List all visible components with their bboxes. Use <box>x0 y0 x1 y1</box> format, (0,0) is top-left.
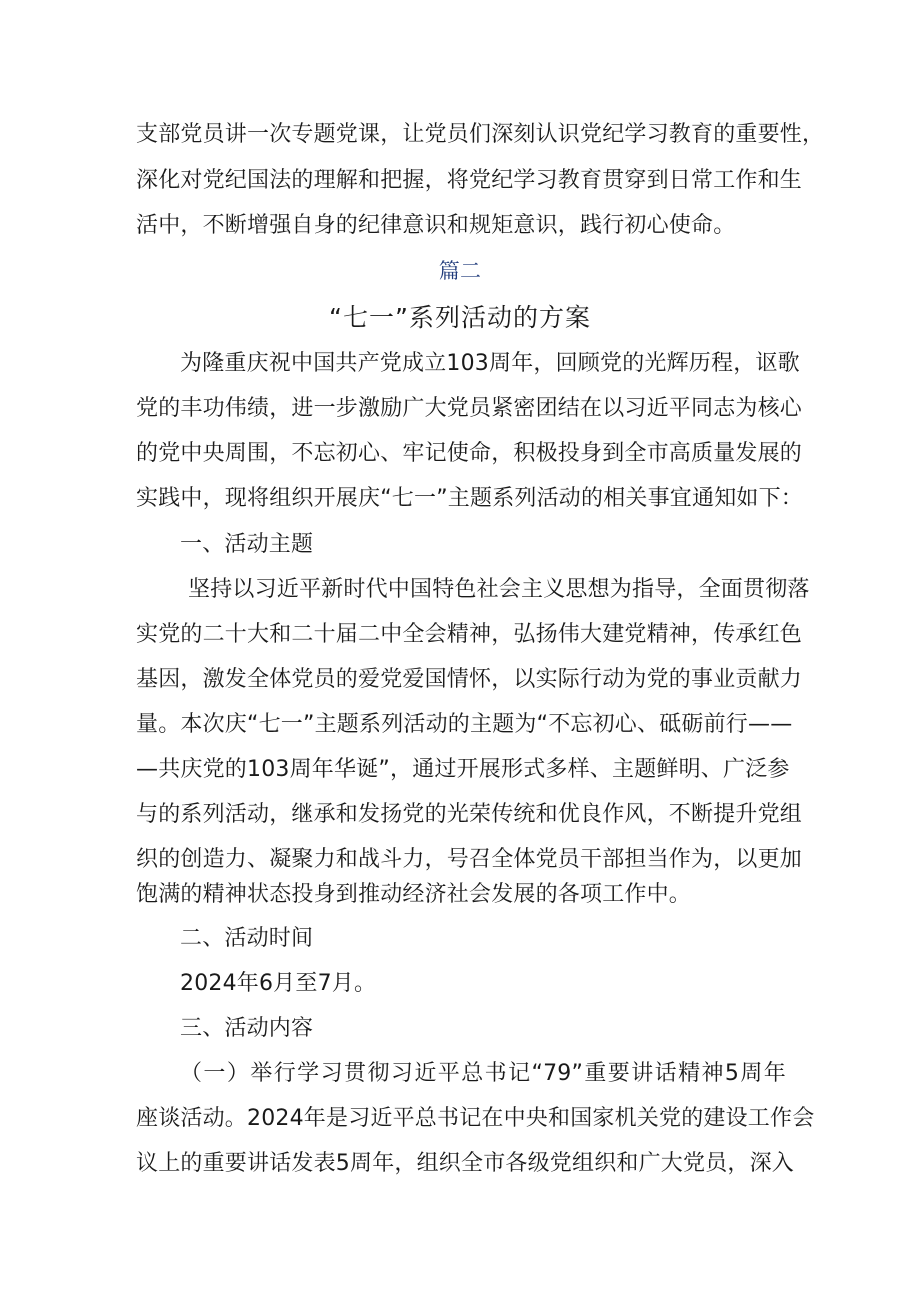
theme-line-5: —共庆党的103周年华诞”，通过开展形式多样、主题鲜明、广泛参 <box>136 757 790 782</box>
heading-activity-theme: 一、活动主题 <box>180 532 314 557</box>
theme-line-8: 饱满的精神状态投身到推动经济社会发展的各项工作中。 <box>136 882 692 907</box>
theme-line-3: 基因，激发全体党员的爱党爱国情怀，以实际行动为党的事业贡献力 <box>136 667 803 692</box>
theme-line-2: 实党的二十大和二十届二中全会精神，弘扬伟大建党精神，传承红色 <box>136 622 803 647</box>
section-label: 篇二 <box>438 259 482 283</box>
heading-activity-content: 三、活动内容 <box>180 1016 314 1041</box>
theme-line-4: 量。本次庆“七一”主题系列活动的主题为“不忘初心、砥砺前行—— <box>136 712 793 737</box>
intro-line-3: 活中，不断增强自身的纪律意识和规矩意识，践行初心使命。 <box>136 213 736 238</box>
theme-line-6: 与的系列活动，继承和发扬党的光荣传统和优良作风，不断提升党组 <box>136 802 803 827</box>
intro-line-2: 深化对党纪国法的理解和把握，将党纪学习教育贯穿到日常工作和生 <box>136 168 803 193</box>
activity-time-text: 2024年6月至7月。 <box>180 971 377 996</box>
content-line-2: 座谈活动。2024年是习近平总书记在中央和国家机关党的建设工作会 <box>136 1106 815 1131</box>
theme-line-7: 织的创造力、凝聚力和战斗力，号召全体党员干部担当作为，以更加 <box>136 847 803 872</box>
preamble-line-1: 为隆重庆祝中国共产党成立103周年，回顾党的光辉历程，讴歌 <box>180 351 800 376</box>
heading-activity-time: 二、活动时间 <box>180 926 314 951</box>
document-title: “七一”系列活动的方案 <box>329 303 591 332</box>
content-line-1: （一）举行学习贯彻习近平总书记“79”重要讲话精神5周年 <box>180 1061 786 1086</box>
content-line-3: 议上的重要讲话发表5周年，组织全市各级党组织和广大党员，深入 <box>136 1151 794 1176</box>
intro-line-1: 支部党员讲一次专题党课，让党员们深刻认识党纪学习教育的重要性， <box>136 122 825 147</box>
theme-line-1: 坚持以习近平新时代中国特色社会主义思想为指导，全面贯彻落 <box>188 577 810 602</box>
preamble-line-2: 党的丰功伟绩，进一步激励广大党员紧密团结在以习近平同志为核心 <box>136 396 803 421</box>
preamble-line-4: 实践中，现将组织开展庆“七一”主题系列活动的相关事宜通知如下： <box>136 486 803 511</box>
preamble-line-3: 的党中央周围，不忘初心、牢记使命，积极投身到全市高质量发展的 <box>136 441 803 466</box>
